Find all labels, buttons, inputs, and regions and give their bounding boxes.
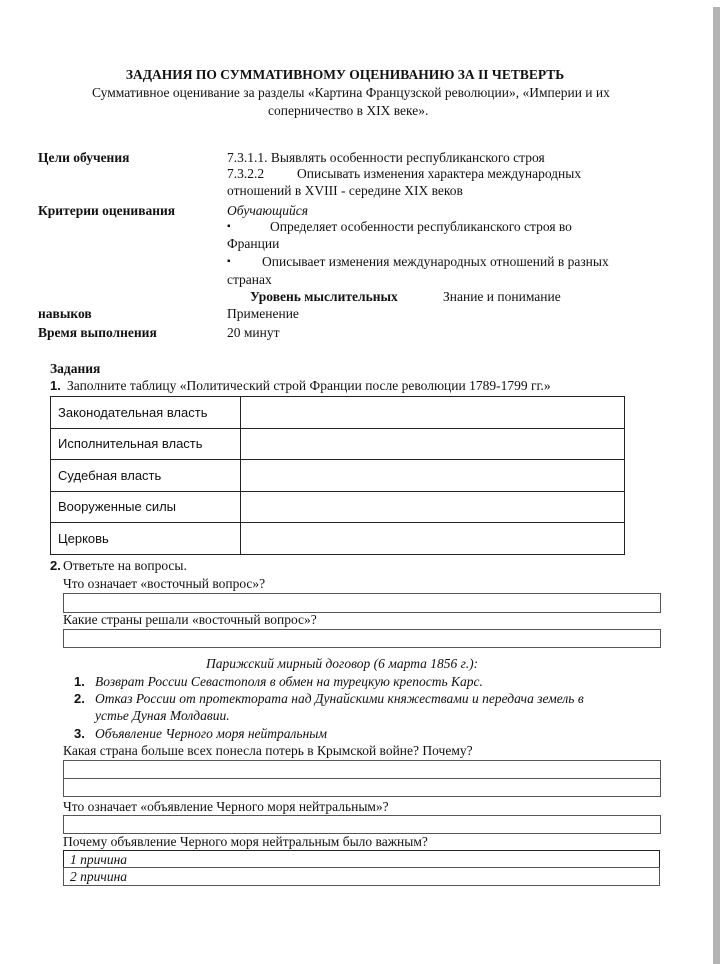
answer-box-1[interactable] xyxy=(63,593,661,613)
reason-1-label: 1 причина xyxy=(70,852,128,867)
answer-cell[interactable] xyxy=(241,523,625,555)
answer-cell[interactable] xyxy=(241,428,625,460)
level-value-2: Применение xyxy=(227,306,299,321)
goal-2-code: 7.3.2.2 xyxy=(227,166,265,181)
treaty-title: Парижский мирный договор (6 марта 1856 г.): xyxy=(206,656,479,671)
criterion-1: Определяет особенности республиканского строя во xyxy=(270,219,572,234)
question-5: Почему объявление Черного моря нейтральным было важным? xyxy=(63,834,428,849)
reason-2-box[interactable] xyxy=(63,867,660,886)
goal-2-cont: отношений в XVIII - середине XIX веков xyxy=(227,183,463,198)
row-label: Законодательная власть xyxy=(51,397,241,429)
criteria-intro: Обучающийся xyxy=(227,203,309,218)
reason-1-box[interactable] xyxy=(63,850,660,868)
bullet-icon: ▪ xyxy=(227,256,231,267)
question-4: Что означает «объявление Черного моря нейтральным»? xyxy=(63,799,389,814)
subtitle-line-2: соперничество в XIX веке». xyxy=(268,103,429,118)
page-title: ЗАДАНИЯ ПО СУММАТИВНОМУ ОЦЕНИВАНИЮ ЗА II ЧЕТВЕРТЬ xyxy=(125,67,565,82)
goal-1: 7.3.1.1. Выявлять особенности республиканского строя xyxy=(227,150,545,165)
table-row xyxy=(51,460,625,492)
table-row xyxy=(51,397,625,429)
level-value-1: Знание и понимание xyxy=(443,289,561,304)
criterion-1-cont: Франции xyxy=(227,236,280,251)
goals-label: Цели обучения xyxy=(38,150,130,165)
row-label: Церковь xyxy=(51,523,241,555)
table-row xyxy=(51,428,625,460)
reason-2-label: 2 причина xyxy=(70,869,128,884)
task-1-text: Заполните таблицу «Политический строй Франции после революции 1789-1799 гг.» xyxy=(67,378,551,393)
task-2-text: Ответьте на вопросы. xyxy=(63,558,187,573)
level-label-2: навыков xyxy=(38,306,92,321)
answer-cell[interactable] xyxy=(241,491,625,523)
task-2-number: 2. xyxy=(50,558,61,573)
criteria-label: Критерии оценивания xyxy=(38,203,176,218)
answer-box-3b[interactable] xyxy=(63,778,661,797)
answer-box-2[interactable] xyxy=(63,629,661,648)
political-system-table xyxy=(50,396,625,555)
subtitle-line-1: Суммативное оценивание за разделы «Картина Французской революции», «Империи и их xyxy=(92,85,610,100)
answer-cell[interactable] xyxy=(241,460,625,492)
question-2: Какие страны решали «восточный вопрос»? xyxy=(63,612,317,627)
treaty-item-number: 1. xyxy=(74,674,85,689)
row-label: Исполнительная власть xyxy=(51,428,241,460)
treaty-item-3: Объявление Черного моря нейтральным xyxy=(95,726,328,741)
treaty-item-number: 3. xyxy=(74,726,85,741)
goal-2-text: Описывать изменения характера международных xyxy=(297,166,582,181)
level-label-1: Уровень мыслительных xyxy=(250,289,398,304)
scrollbar[interactable] xyxy=(713,7,720,964)
criterion-2-cont: странах xyxy=(227,272,272,287)
question-3: Какая страна больше всех понесла потерь в Крымской войне? Почему? xyxy=(63,743,473,758)
table-row xyxy=(51,523,625,555)
row-label: Вооруженные силы xyxy=(51,491,241,523)
tasks-heading: Задания xyxy=(50,361,101,376)
bullet-icon: ▪ xyxy=(227,221,231,232)
treaty-item-number: 2. xyxy=(74,691,85,706)
time-value: 20 минут xyxy=(227,325,280,340)
treaty-item-2-cont: устье Дуная Молдавии. xyxy=(95,708,230,723)
table-row xyxy=(51,491,625,523)
question-1: Что означает «восточный вопрос»? xyxy=(63,576,266,591)
answer-cell[interactable] xyxy=(241,397,625,429)
criterion-2: Описывает изменения международных отношений в разных xyxy=(262,254,609,269)
row-label: Судебная власть xyxy=(51,460,241,492)
time-label: Время выполнения xyxy=(38,325,157,340)
answer-box-3a[interactable] xyxy=(63,760,661,779)
treaty-item-1: Возврат России Севастополя в обмен на турецкую крепость Карс. xyxy=(95,674,483,689)
answer-box-4[interactable] xyxy=(63,815,661,834)
treaty-item-2: Отказ России от протектората над Дунайскими княжествами и передача земель в xyxy=(95,691,584,706)
task-1-number: 1. xyxy=(50,378,61,393)
